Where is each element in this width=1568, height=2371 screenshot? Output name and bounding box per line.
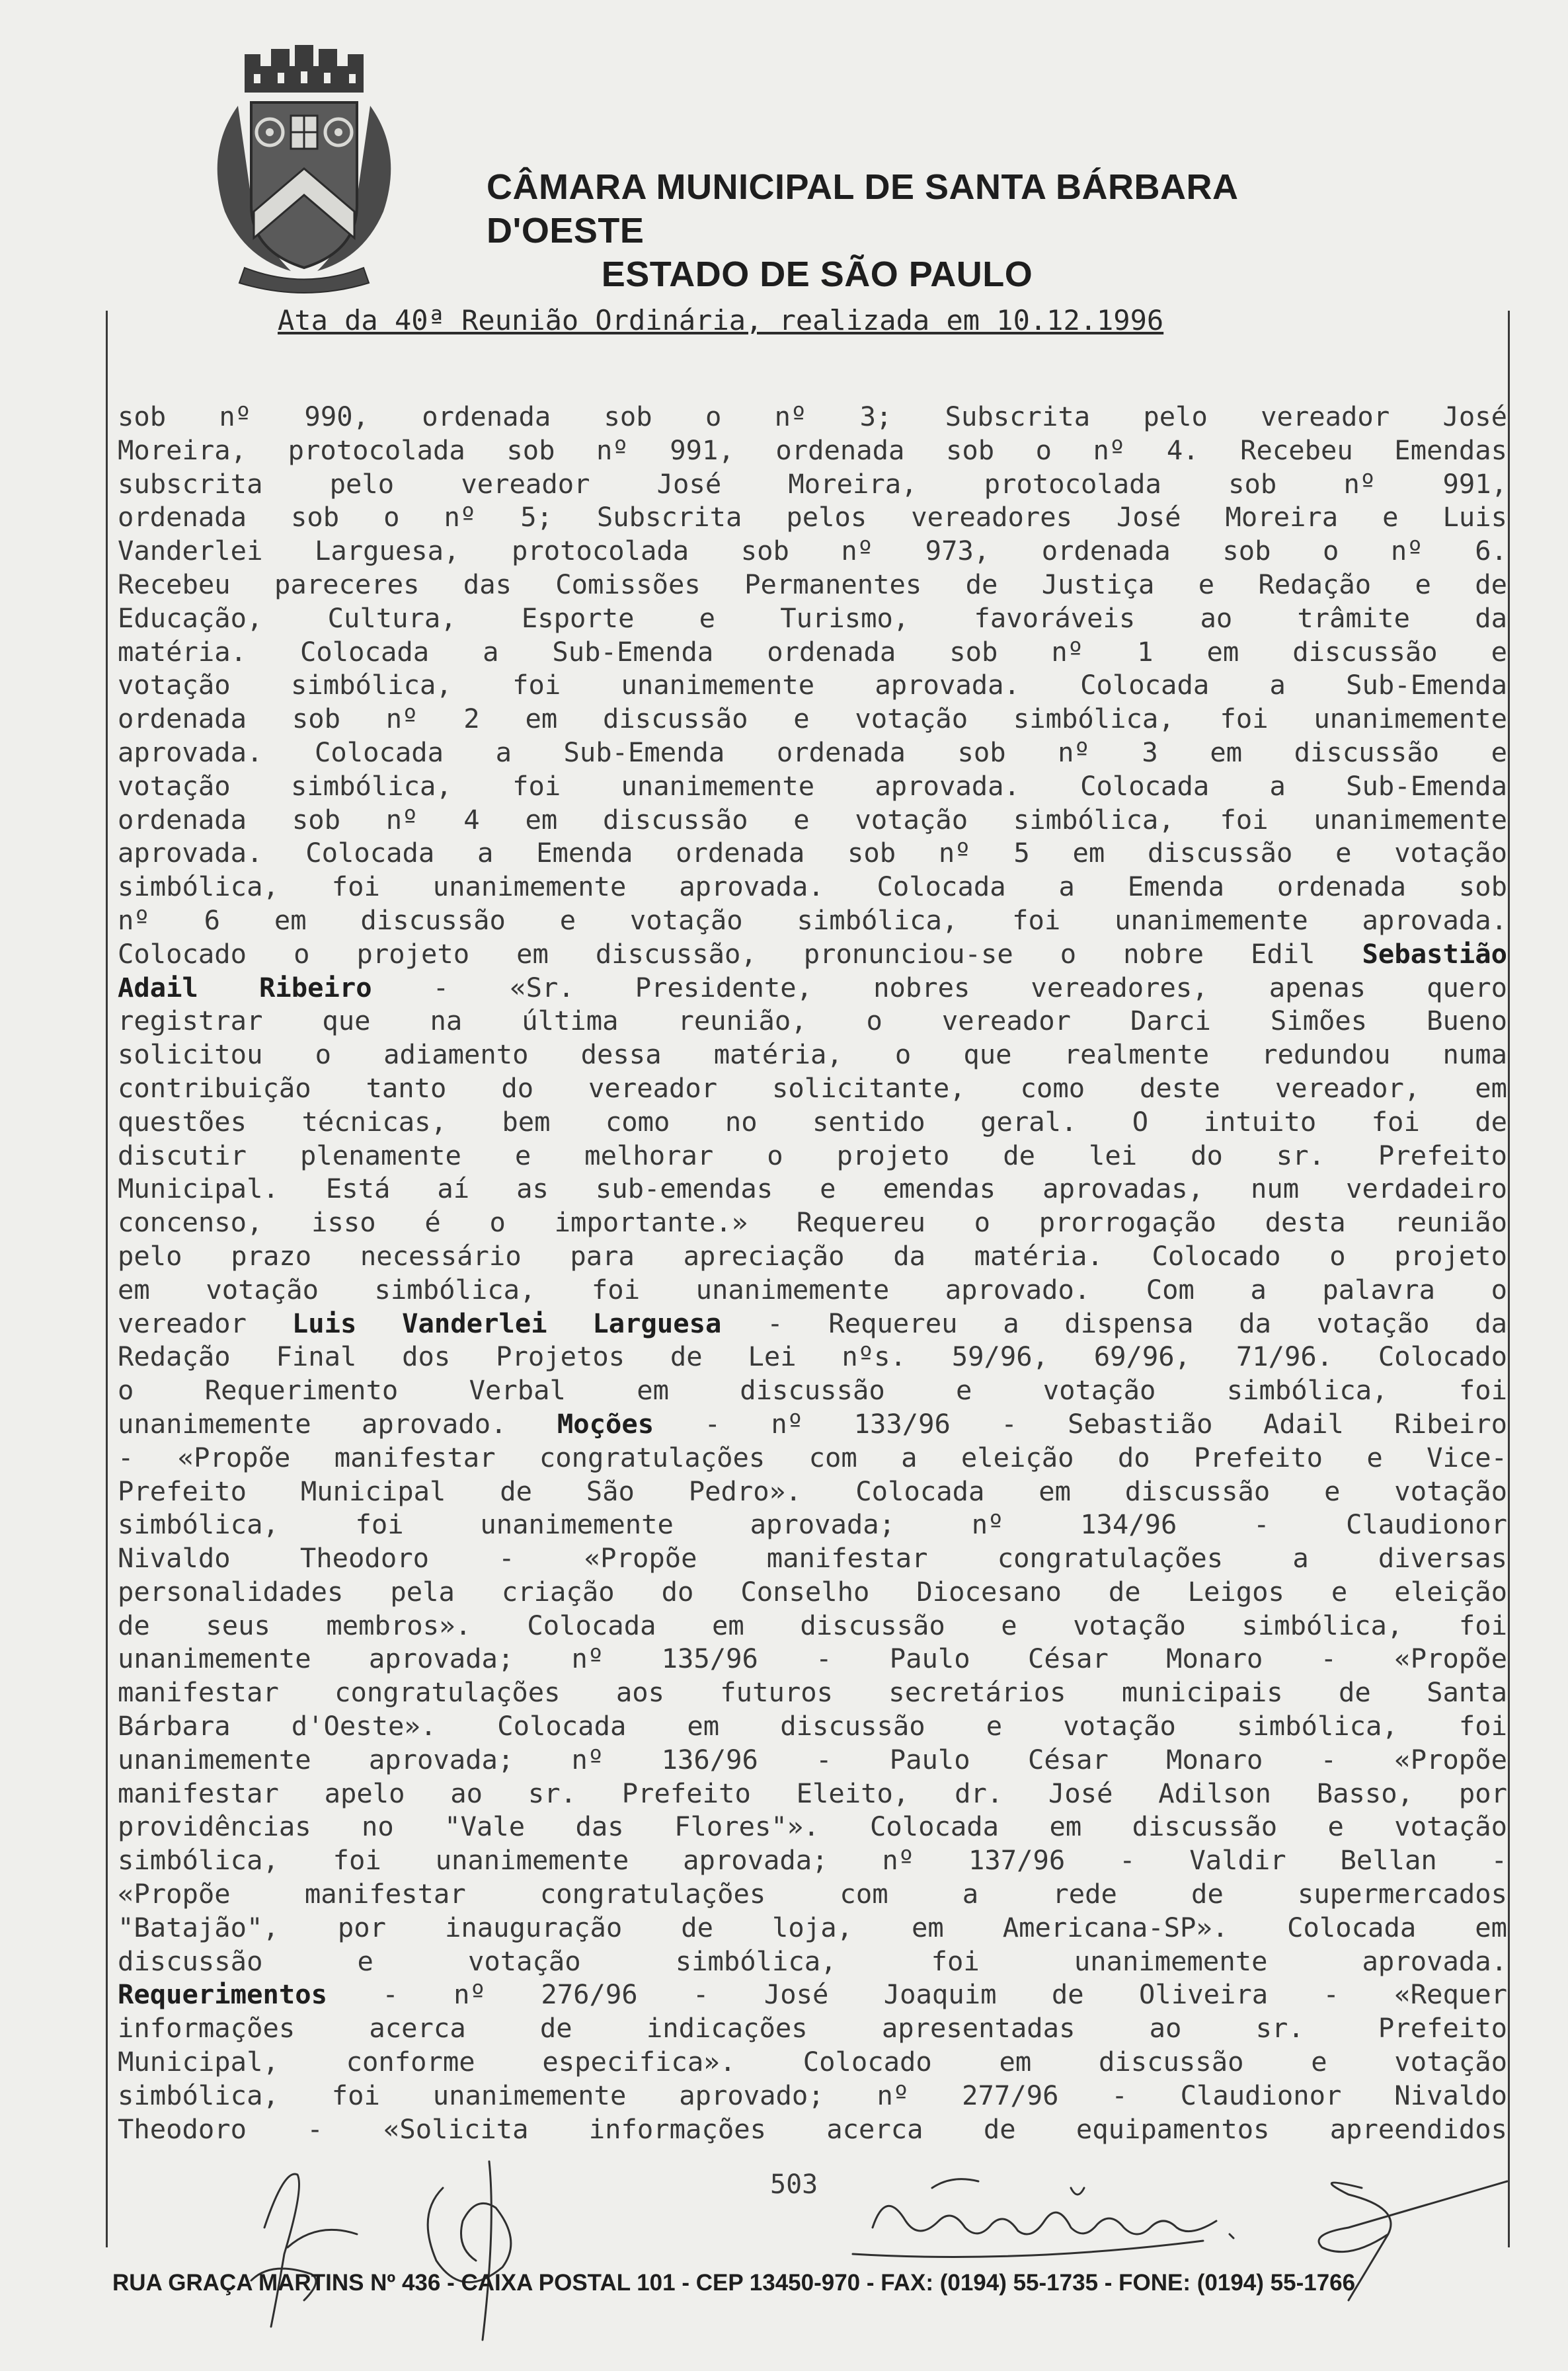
body-text-run: Bárbara d'Oeste». Colocada em discussão e votação simbólica, foi (118, 1710, 1507, 1742)
body-line (118, 1709, 1507, 1743)
body-line (118, 971, 1507, 1005)
body-text-run: em votação simbólica, foi unanimemente aprovado. Com a palavra o (118, 1273, 1507, 1305)
body-line (118, 2011, 1507, 2045)
body-line (118, 1609, 1507, 1643)
body-line (118, 1172, 1507, 1206)
body-line (118, 1071, 1507, 1105)
body-text-run: concenso, isso é o importante.» Requereu o prorrogação desta reunião (118, 1206, 1507, 1239)
body-line (118, 1273, 1507, 1307)
body-text-run: "Batajão", por inauguração de loja, em Americana-SP». Colocada em (118, 1911, 1507, 1943)
body-line (118, 1844, 1507, 1877)
minutes-body (118, 400, 1507, 2146)
body-text-run: votação simbólica, foi unanimemente aprovada. Colocada a Sub-Emenda (118, 769, 1507, 802)
body-text-run: simbólica, foi unanimemente aprovada; nº 137/96 - Valdir Bellan - (118, 1844, 1507, 1877)
body-line (118, 1441, 1507, 1475)
body-line (118, 1239, 1507, 1273)
body-text-run: Educação, Cultura, Esporte e Turismo, favoráveis ao trâmite da (118, 602, 1507, 634)
body-line (118, 1541, 1507, 1575)
body-text-run: Prefeito Municipal de São Pedro». Colocada em discussão e votação (118, 1475, 1507, 1507)
body-text-run: - «Sr. Presidente, nobres vereadores, apenas quero (372, 971, 1507, 1003)
body-line (118, 702, 1507, 736)
body-line (118, 1642, 1507, 1676)
page-number: 503 (770, 2169, 818, 2200)
body-line (118, 1407, 1507, 1441)
body-text-run: sob nº 990, ordenada sob o nº 3; Subscrita pelo vereador José (118, 401, 1507, 432)
signature-1 (251, 2174, 357, 2327)
body-line (118, 769, 1507, 803)
body-line (118, 904, 1507, 937)
body-text-run: personalidades pela criação do Conselho Diocesano de Leigos e eleição (118, 1575, 1507, 1608)
left-frame-rule (106, 311, 108, 2247)
body-line (118, 1743, 1507, 1777)
bold-name-text: Moções (557, 1407, 654, 1440)
body-text-run: Recebeu pareceres das Comissões Permanentes de Justiça e Redação e de (118, 568, 1507, 600)
minutes-title: Ata da 40ª Reunião Ordinária, realizada em 10.12.1996 (278, 304, 1164, 336)
body-text-run: unanimemente aprovada; nº 136/96 - Paulo César Monaro - «Propõe (118, 1743, 1507, 1775)
body-line (118, 1810, 1507, 1844)
body-text-run: nº 6 em discussão e votação simbólica, foi unanimemente aprovada. (118, 904, 1507, 936)
body-text-run: Colocado o projeto em discussão, pronunciou-se o nobre Edil (118, 937, 1362, 970)
body-text-run: discussão e votação simbólica, foi unanimemente aprovada. (118, 1945, 1507, 1977)
body-text-run: - nº 276/96 - José Joaquim de Oliveira - «Requer (327, 1978, 1507, 2011)
body-text-run: manifestar congratulações aos futuros secretários municipais de Santa (118, 1676, 1507, 1709)
body-text-run: providências no "Vale das Flores"». Colocada em discussão e votação (118, 1810, 1507, 1843)
body-line (118, 434, 1507, 467)
body-line (118, 1877, 1507, 1911)
body-text-run: votação simbólica, foi unanimemente aprovada. Colocada a Sub-Emenda (118, 669, 1507, 701)
body-line (118, 668, 1507, 702)
body-line (118, 1340, 1507, 1374)
bold-name-text: Luis Vanderlei Larguesa (292, 1307, 722, 1339)
signature-2 (428, 2161, 511, 2340)
body-text-run: - «Propõe manifestar congratulações com a eleição do Prefeito e Vice- (118, 1441, 1507, 1473)
body-line (118, 803, 1507, 837)
body-text-run: - Requereu a dispensa da votação da (721, 1307, 1507, 1339)
body-text-run: ordenada sob nº 2 em discussão e votação simbólica, foi unanimemente (118, 703, 1507, 735)
body-text-run: Municipal. Está aí as sub-emendas e emendas aprovadas, num verdadeiro (118, 1173, 1507, 1205)
body-text-run: questões técnicas, bem como no sentido geral. O intuito foi de (118, 1105, 1507, 1138)
body-line (118, 1575, 1507, 1609)
body-text-run: unanimemente aprovado. (118, 1407, 557, 1440)
body-line (118, 736, 1507, 769)
body-line (118, 1475, 1507, 1508)
body-text-run: discutir plenamente e melhorar o projeto de lei do sr. Prefeito (118, 1139, 1507, 1171)
body-line (118, 836, 1507, 870)
body-text-run: Vanderlei Larguesa, protocolada sob nº 973, ordenada sob o nº 6. (118, 535, 1507, 567)
body-line (118, 534, 1507, 568)
right-frame-rule (1508, 311, 1510, 2247)
body-text-run: manifestar apelo ao sr. Prefeito Eleito, dr. José Adilson Basso, por (118, 1777, 1507, 1809)
body-line (118, 635, 1507, 669)
body-text-run: solicitou o adiamento dessa matéria, o que realmente redundou numa (118, 1038, 1507, 1071)
body-text-run: Moreira, protocolada sob nº 991, ordenada sob o nº 4. Recebeu Emendas (118, 434, 1507, 466)
state-name: ESTADO DE SÃO PAULO (601, 254, 1033, 294)
body-line (118, 1374, 1507, 1407)
letterhead (487, 165, 1300, 296)
body-line (118, 1945, 1507, 1978)
letterhead-footer: RUA GRAÇA MARTINS Nº 436 - CAIXA POSTAL 101 - CEP 13450-970 - FAX: (0194) 55-1735 - FONE: (0194) 55-1766 (112, 2270, 1356, 2296)
body-line (118, 1676, 1507, 1709)
bold-name-text: Adail Ribeiro (118, 971, 372, 1003)
body-line (118, 1978, 1507, 2011)
bold-name-text: Sebastião (1362, 937, 1507, 970)
body-line (118, 1777, 1507, 1810)
body-text-run: Nivaldo Theodoro - «Propõe manifestar congratulações a diversas (118, 1542, 1507, 1574)
body-text-run: vereador (118, 1307, 292, 1339)
body-text-run: unanimemente aprovada; nº 135/96 - Paulo César Monaro - «Propõe (118, 1643, 1507, 1675)
body-line (118, 602, 1507, 635)
signature-3-underline (853, 2241, 1203, 2257)
body-line (118, 1105, 1507, 1139)
body-text-run: Redação Final dos Projetos de Lei nºs. 59/96, 69/96, 71/96. Colocado (118, 1341, 1507, 1373)
body-line (118, 1038, 1507, 1071)
body-line (118, 937, 1507, 971)
body-text-run: matéria. Colocada a Sub-Emenda ordenada sob nº 1 em discussão e (118, 635, 1507, 668)
institution-name: CÂMARA MUNICIPAL DE SANTA BÁRBARA D'OESTE (487, 167, 1237, 251)
body-text-run: pelo prazo necessário para apreciação da matéria. Colocado o projeto (118, 1239, 1507, 1272)
body-text-run: Municipal, conforme especifica». Colocado em discussão e votação (118, 2046, 1507, 2078)
body-text-run: de seus membros». Colocada em discussão e votação simbólica, foi (118, 1609, 1507, 1641)
body-text-run: simbólica, foi unanimemente aprovado; nº 277/96 - Claudionor Nivaldo (118, 2079, 1507, 2111)
body-text-run: Theodoro - «Solicita informações acerca de equipamentos apreendidos (118, 2113, 1507, 2145)
body-text-run: informações acerca de indicações apresentadas ao sr. Prefeito (118, 2012, 1507, 2044)
body-text-run: ordenada sob nº 4 em discussão e votação simbólica, foi unanimemente (118, 803, 1507, 836)
body-line (118, 870, 1507, 904)
body-line (118, 1206, 1507, 1239)
body-text-run: subscrita pelo vereador José Moreira, protocolada sob nº 991, (118, 467, 1507, 500)
body-text-run: aprovada. Colocada a Emenda ordenada sob nº 5 em discussão e votação (118, 837, 1507, 869)
coat-of-arms-seal (198, 40, 410, 297)
body-text-run: simbólica, foi unanimemente aprovada. Colocada a Emenda ordenada sob (118, 871, 1507, 903)
body-line (118, 1139, 1507, 1173)
bold-name-text: Requerimentos (118, 1978, 327, 2011)
signature-3 (873, 2179, 1234, 2238)
body-text-run: registrar que na última reunião, o vereador Darci Simões Bueno (118, 1005, 1507, 1037)
handwritten-signatures (225, 2148, 1514, 2347)
body-text-run: simbólica, foi unanimemente aprovada; nº 134/96 - Claudionor (118, 1508, 1507, 1541)
body-line (118, 400, 1507, 434)
body-text-run: contribuição tanto do vereador solicitante, como deste vereador, em (118, 1071, 1507, 1104)
body-line (118, 1911, 1507, 1945)
body-text-run: aprovada. Colocada a Sub-Emenda ordenada sob nº 3 em discussão e (118, 736, 1507, 768)
body-line (118, 1508, 1507, 1541)
body-line (118, 2113, 1507, 2146)
body-text-run: ordenada sob o nº 5; Subscrita pelos vereadores José Moreira e Luis (118, 501, 1507, 533)
body-line (118, 2079, 1507, 2113)
body-line (118, 500, 1507, 534)
body-line (118, 1307, 1507, 1341)
body-line (118, 568, 1507, 602)
body-line (118, 467, 1507, 501)
body-line (118, 1004, 1507, 1038)
body-text-run: o Requerimento Verbal em discussão e votação simbólica, foi (118, 1374, 1507, 1407)
body-text-run: - nº 133/96 - Sebastião Adail Ribeiro (654, 1407, 1507, 1440)
body-text-run: «Propõe manifestar congratulações com a rede de supermercados (118, 1878, 1507, 1910)
body-line (118, 2045, 1507, 2079)
